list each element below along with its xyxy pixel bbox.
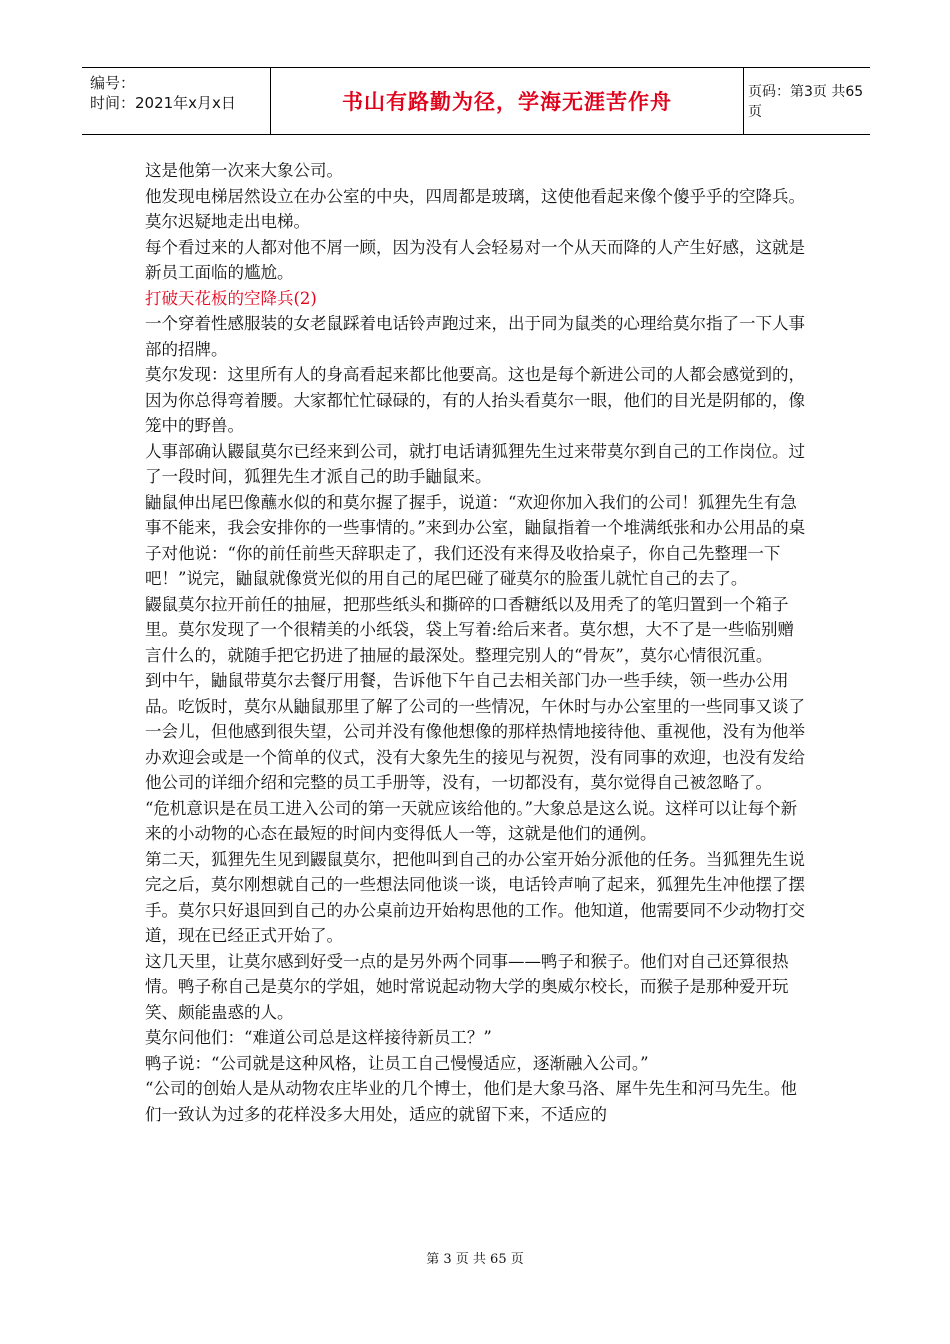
- header-motto: 书山有路勤为径，学海无涯苦作舟: [342, 90, 672, 114]
- document-body: [145, 158, 810, 1127]
- paragraph: 他发现电梯居然设立在办公室的中央，四周都是玻璃，这使他看起来像个傻乎乎的空降兵。: [145, 186, 805, 206]
- paragraph: 鼹鼠莫尔拉开前任的抽屉，把那些纸头和撕碎的口香糖纸以及用秃了的笔归置到一个箱子里。莫尔发现了一个很精美的小纸袋，袋上写着:给后来者。莫尔想，大不了是一些临别赠言什么的，就随手把它扔进了抽屉的最深处。整理完别人的“骨灰”，莫尔心情很沉重。: [145, 594, 795, 665]
- paragraph: 每个看过来的人都对他不屑一顾，因为没有人会轻易对一个从天而降的人产生好感，这就是新员工面临的尴尬。: [145, 237, 805, 282]
- time-label: 时间：2021年x月x日: [90, 94, 236, 112]
- paragraph: “公司的创始人是从动物农庄毕业的几个博士，他们是大象马洛、犀牛先生和河马先生。他们一致认为过多的花样没多大用处，适应的就留下来，不适应的: [145, 1079, 797, 1124]
- paragraph: 莫尔发现：这里所有人的身高看起来都比他要高。这也是每个新进公司的人都会感觉到的，因为你总得弯着腰。大家都忙忙碌碌的，有的人抬头看莫尔一眼，他们的目光是阴郁的，像笼中的野兽。: [145, 365, 805, 435]
- paragraph: 人事部确认鼹鼠莫尔已经来到公司，就打电话请狐狸先生过来带莫尔到自己的工作岗位。过了一段时间，狐狸先生才派自己的助手鼬鼠来。: [145, 441, 805, 486]
- paragraph: 莫尔迟疑地走出电梯。: [145, 212, 310, 231]
- header-page-cell: [742, 68, 876, 134]
- page-footer: 第 3 页 共 65 页: [426, 1252, 524, 1267]
- paragraph: “危机意识是在员工进入公司的第一天就应该给他的。”大象总是这么说。这样可以让每个新来的小动物的心态在最短的时间内变得低人一等，这就是他们的通例。: [145, 798, 798, 843]
- paragraph: 第二天，狐狸先生见到鼹鼠莫尔，把他叫到自己的办公室开始分派他的任务。当狐狸先生说完之后，莫尔刚想就自己的一些想法同他谈一谈，电话铃声响了起来，狐狸先生冲他摆了摆手。莫尔只好退回到自己的办公桌前边开始构思他的工作。他知道，他需要同不少动物打交道，现在已经正式开始了。: [145, 849, 805, 945]
- page-header: [82, 67, 870, 135]
- header-motto-cell: [270, 68, 744, 134]
- paragraph: 一个穿着性感服装的女老鼠踩着电话铃声跑过来，出于同为鼠类的心理给莫尔指了一下人事部的招牌。: [145, 314, 805, 359]
- number-label: 编号：: [90, 74, 136, 92]
- paragraph: 到中午，鼬鼠带莫尔去餐厅用餐，告诉他下午自己去相关部门办一些手续，领一些办公用品。吃饭时，莫尔从鼬鼠那里了解了公司的一些情况，午休时与办公室里的一些同事又谈了一会儿，但他感到很失望，公司并没有像他想像的那样热情地接待他、重视他，没有为他举办欢迎会或是一个简单的仪式，没有大象先生的接见与祝贺，没有同事的欢迎，也没有发给他公司的详细介绍和完整的员工手册等，没有，一切都没有，莫尔觉得自己被忽略了。: [145, 671, 805, 792]
- paragraph: 莫尔问他们：“难道公司总是这样接待新员工？”: [145, 1028, 492, 1047]
- header-page-label: 页码：第3页 共65页: [748, 84, 864, 120]
- section-heading: 打破天花板的空降兵(2): [145, 288, 317, 308]
- paragraph: 这是他第一次来大象公司。: [145, 161, 343, 180]
- paragraph: 鼬鼠伸出尾巴像蘸水似的和莫尔握了握手，说道：“欢迎你加入我们的公司！狐狸先生有急事不能来，我会安排你的一些事情的。”来到办公室，鼬鼠指着一个堆满纸张和办公用品的桌子对他说：“你的前任前些天辞职走了，我们还没有来得及收拾桌子，你自己先整理一下吧！”说完，鼬鼠就像赏光似的用自己的尾巴碰了碰莫尔的脸蛋儿就忙自己的去了。: [145, 492, 806, 588]
- header-meta: [82, 68, 270, 134]
- paragraph: 鸭子说：“公司就是这种风格，让员工自己慢慢适应，逐渐融入公司。”: [145, 1053, 649, 1073]
- paragraph: 这几天里，让莫尔感到好受一点的是另外两个同事——鸭子和猴子。他们对自己还算很热情。鸭子称自己是莫尔的学姐，她时常说起动物大学的奥威尔校长，而猴子是那种爱开玩笑、颇能蛊惑的人。: [145, 951, 789, 1022]
